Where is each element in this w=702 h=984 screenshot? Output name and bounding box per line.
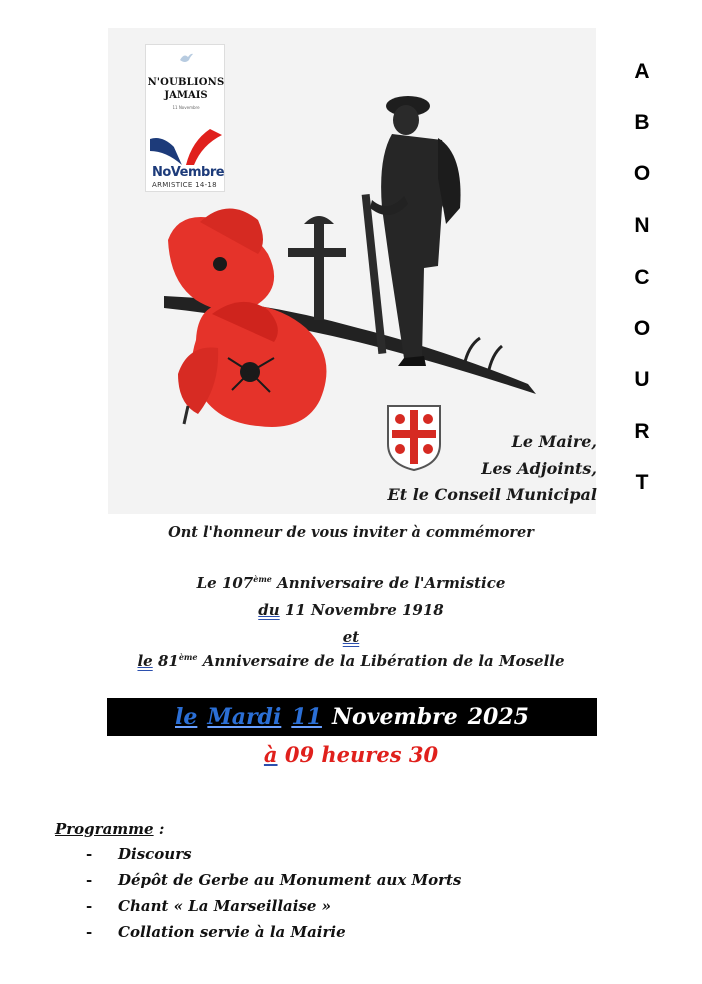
logo-title-line2: JAMAIS	[164, 90, 208, 101]
armistice-date: 11 Novembre 1918	[279, 601, 444, 619]
time-a: à	[263, 742, 278, 767]
village-letter: R	[634, 420, 650, 443]
dove-icon	[178, 51, 194, 65]
signatory-council: Et le Conseil Municipal	[387, 485, 597, 504]
date-month: Novembre	[331, 704, 458, 730]
list-dash: -	[86, 845, 93, 863]
programme-item	[86, 897, 331, 915]
programme-item	[86, 845, 192, 863]
programme-item-text: Dépôt de Gerbe au Monument aux Morts	[118, 871, 462, 889]
logo-subtitle: ARMISTICE 14-18	[152, 181, 217, 189]
armistice-anniversary-line	[0, 574, 702, 592]
date-day: 11	[291, 704, 322, 730]
anniversary1-number: Le 107	[196, 574, 254, 592]
village-letter: A	[634, 60, 650, 83]
village-letter: T	[635, 471, 649, 494]
programme-item-text: Collation servie à la Mairie	[118, 923, 346, 941]
list-dash: -	[86, 871, 93, 889]
liberation-number: 81	[152, 652, 179, 670]
programme-item-text: Discours	[118, 845, 192, 863]
village-letter: O	[633, 317, 651, 340]
conjunction-text	[0, 628, 702, 646]
signatory-deputies: Les Adjoints,	[481, 459, 597, 478]
french-flag-ribbon-icon	[148, 125, 224, 165]
programme-colon: :	[153, 820, 165, 838]
programme-item	[86, 871, 461, 889]
list-dash: -	[86, 897, 93, 915]
anniversary1-label: Anniversaire de l'Armistice	[271, 574, 506, 592]
village-letter: B	[634, 111, 650, 134]
logo-brand: NoVembre	[152, 165, 225, 180]
anniversary1-sup: ème	[253, 574, 272, 584]
signatory-mayor: Le Maire,	[511, 432, 597, 451]
invitation-text: Ont l'honneur de vous inviter à commémorer	[168, 524, 534, 541]
logo-tiny-text: 11 Novembre	[172, 105, 200, 110]
liberation-label: Anniversaire de la Libération de la Moselle	[197, 652, 565, 670]
village-coat-of-arms-icon	[386, 404, 442, 472]
village-letter: N	[634, 214, 650, 237]
date-le: le	[175, 704, 198, 730]
liberation-sup: ème	[178, 652, 198, 662]
date-weekday: Mardi	[207, 704, 282, 730]
liberation-le: le	[137, 652, 153, 670]
programme-title	[55, 820, 164, 838]
village-letter: C	[634, 266, 650, 289]
village-letter: U	[634, 368, 650, 391]
conjunction-et: et	[342, 628, 360, 646]
programme-item-text: Chant « La Marseillaise »	[118, 897, 332, 915]
date-year: 2025	[467, 704, 529, 730]
soldier-silhouette	[362, 96, 461, 366]
programme-title-text: Programme	[55, 820, 154, 838]
cross-icon	[314, 224, 324, 320]
event-date-banner	[107, 698, 597, 736]
noublions-jamais-logo	[145, 44, 225, 192]
list-dash: -	[86, 923, 93, 941]
event-time	[0, 742, 702, 767]
logo-title-line1: N'OUBLIONS	[147, 77, 225, 88]
programme-item	[86, 923, 346, 941]
armistice-date-du: du	[258, 601, 280, 619]
time-value: 09 heures 30	[277, 742, 439, 767]
village-letter: O	[633, 162, 651, 185]
armistice-date-line	[0, 601, 702, 619]
liberation-anniversary-line	[0, 652, 702, 670]
